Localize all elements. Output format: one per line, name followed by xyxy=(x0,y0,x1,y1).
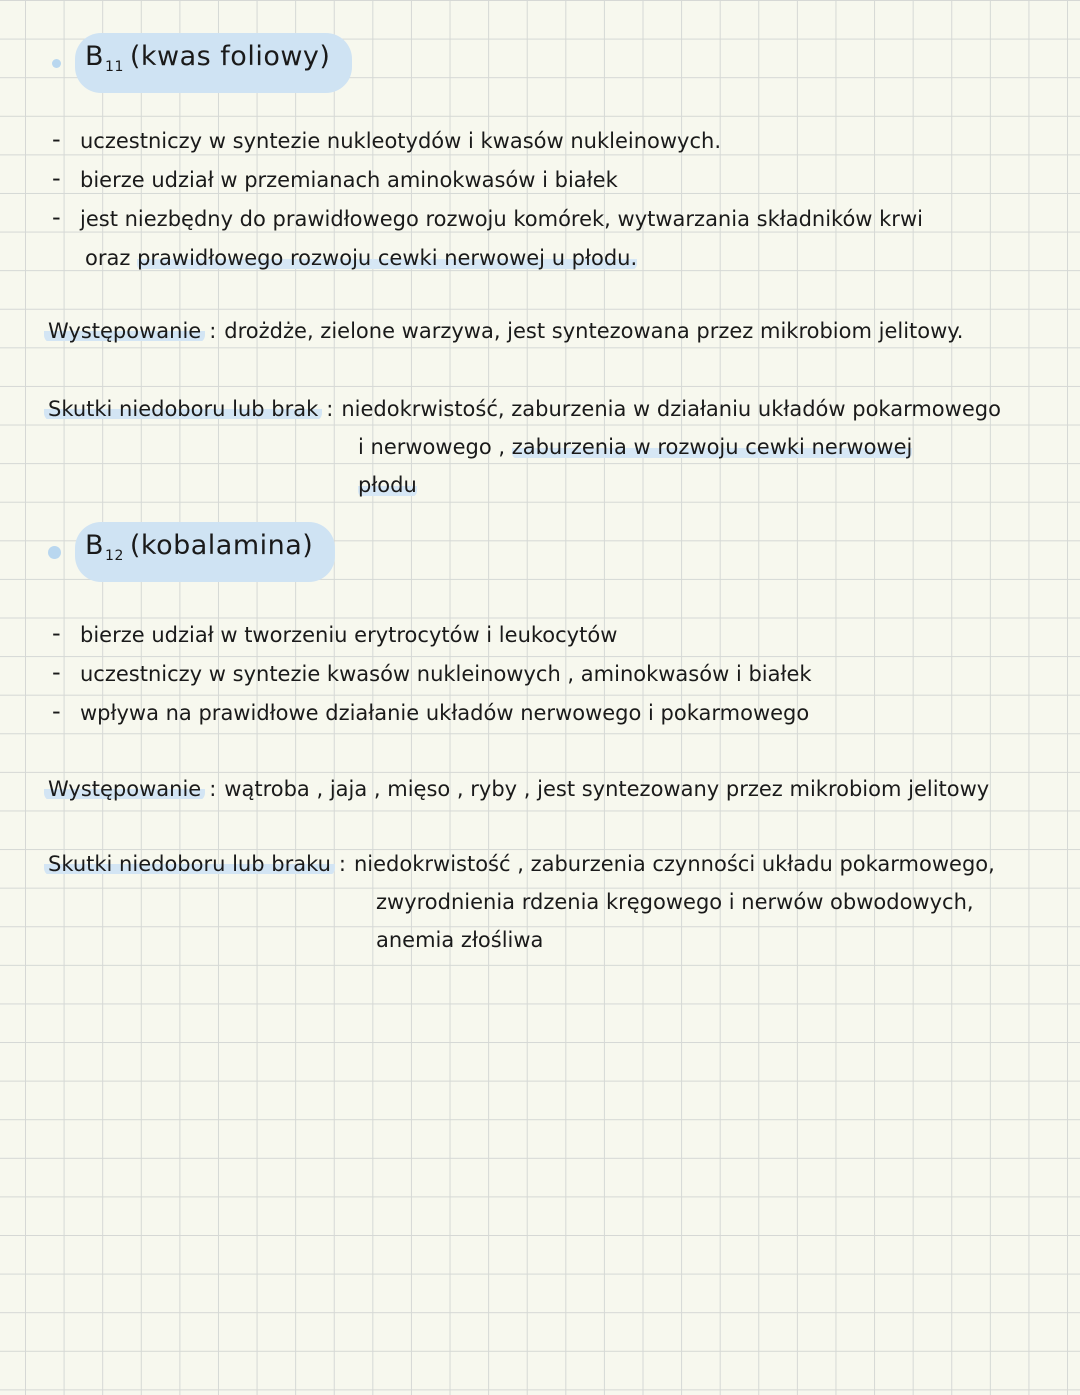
colon: : xyxy=(326,397,334,421)
list-item xyxy=(48,200,923,239)
occurrence-text: drożdże, zielone warzywa, jest syntezowana przez mikrobiom jelitowy. xyxy=(224,319,964,343)
section1-effects-label-row xyxy=(48,390,1001,428)
list-item-text: wpływa na prawidłowe działanie układów nerwowego i pokarmowego xyxy=(80,701,810,725)
effects-line-2 xyxy=(358,428,912,466)
bullet-dot-icon xyxy=(52,59,61,68)
list-item xyxy=(48,694,812,733)
heading-title: (kwas foliowy) xyxy=(129,41,331,72)
section2-list xyxy=(48,616,812,733)
list-item-text: bierze udział w tworzeniu erytrocytów i leukocytów xyxy=(80,623,618,647)
highlighted-text: płodu xyxy=(358,473,417,497)
effects-text: i nerwowego , xyxy=(358,435,512,459)
section2-occurrence xyxy=(48,770,989,808)
heading-subscript: 12 xyxy=(105,548,124,564)
section1-occurrence xyxy=(48,312,963,350)
colon: : xyxy=(338,852,346,876)
list-item-continuation xyxy=(48,239,923,278)
occurrence-label: Występowanie xyxy=(44,319,205,343)
section1-effects-continuation xyxy=(358,428,912,504)
section1-list xyxy=(48,122,923,278)
section-heading-b12 xyxy=(48,527,335,577)
list-item xyxy=(48,122,923,161)
heading-title: (kobalamina) xyxy=(129,530,314,561)
bullet-dot-icon xyxy=(48,546,61,559)
heading-pill xyxy=(75,522,335,582)
effects-line-3: anemia złośliwa xyxy=(376,928,544,952)
effects-line-2: zwyrodnienia rdzenia kręgowego i nerwów obwodowych, xyxy=(376,890,974,914)
effects-text-line: niedokrwistość, zaburzenia w działaniu układów pokarmowego xyxy=(341,397,1001,421)
list-item xyxy=(48,161,923,200)
list-item-text: bierze udział w przemianach aminokwasów i białek xyxy=(80,168,618,192)
heading-letter: B xyxy=(85,530,105,561)
list-item-text: uczestniczy w syntezie nukleotydów i kwasów nukleinowych. xyxy=(80,129,722,153)
heading-pill xyxy=(75,33,352,93)
continuation-text: oraz xyxy=(85,246,138,270)
heading-subscript: 11 xyxy=(105,59,124,75)
effects-label: Skutki niedoboru lub brak xyxy=(44,397,322,421)
highlighted-text: zaburzenia w rozwoju cewki nerwowej xyxy=(511,435,913,459)
colon: : xyxy=(209,319,217,343)
occurrence-label: Występowanie xyxy=(44,777,205,801)
section2-effects-label-row xyxy=(48,845,995,883)
effects-label: Skutki niedoboru lub braku xyxy=(44,852,335,876)
section2-effects-continuation xyxy=(376,883,974,959)
heading-letter: B xyxy=(85,41,105,72)
section-heading-b11 xyxy=(52,38,352,88)
list-item-text: uczestniczy w syntezie kwasów nukleinowych , aminokwasów i białek xyxy=(80,662,812,686)
colon: : xyxy=(209,777,217,801)
effects-line-3 xyxy=(358,466,912,504)
list-item-text: jest niezbędny do prawidłowego rozwoju komórek, wytwarzania składników krwi xyxy=(80,207,923,231)
occurrence-text: wątroba , jaja , mięso , ryby , jest syntezowany przez mikrobiom jelitowy xyxy=(224,777,990,801)
effects-text-line: niedokrwistość , zaburzenia czynności układu pokarmowego, xyxy=(353,852,995,876)
list-item xyxy=(48,616,812,655)
highlighted-text: prawidłowego rozwoju cewki nerwowej u płodu. xyxy=(137,246,638,270)
list-item xyxy=(48,655,812,694)
